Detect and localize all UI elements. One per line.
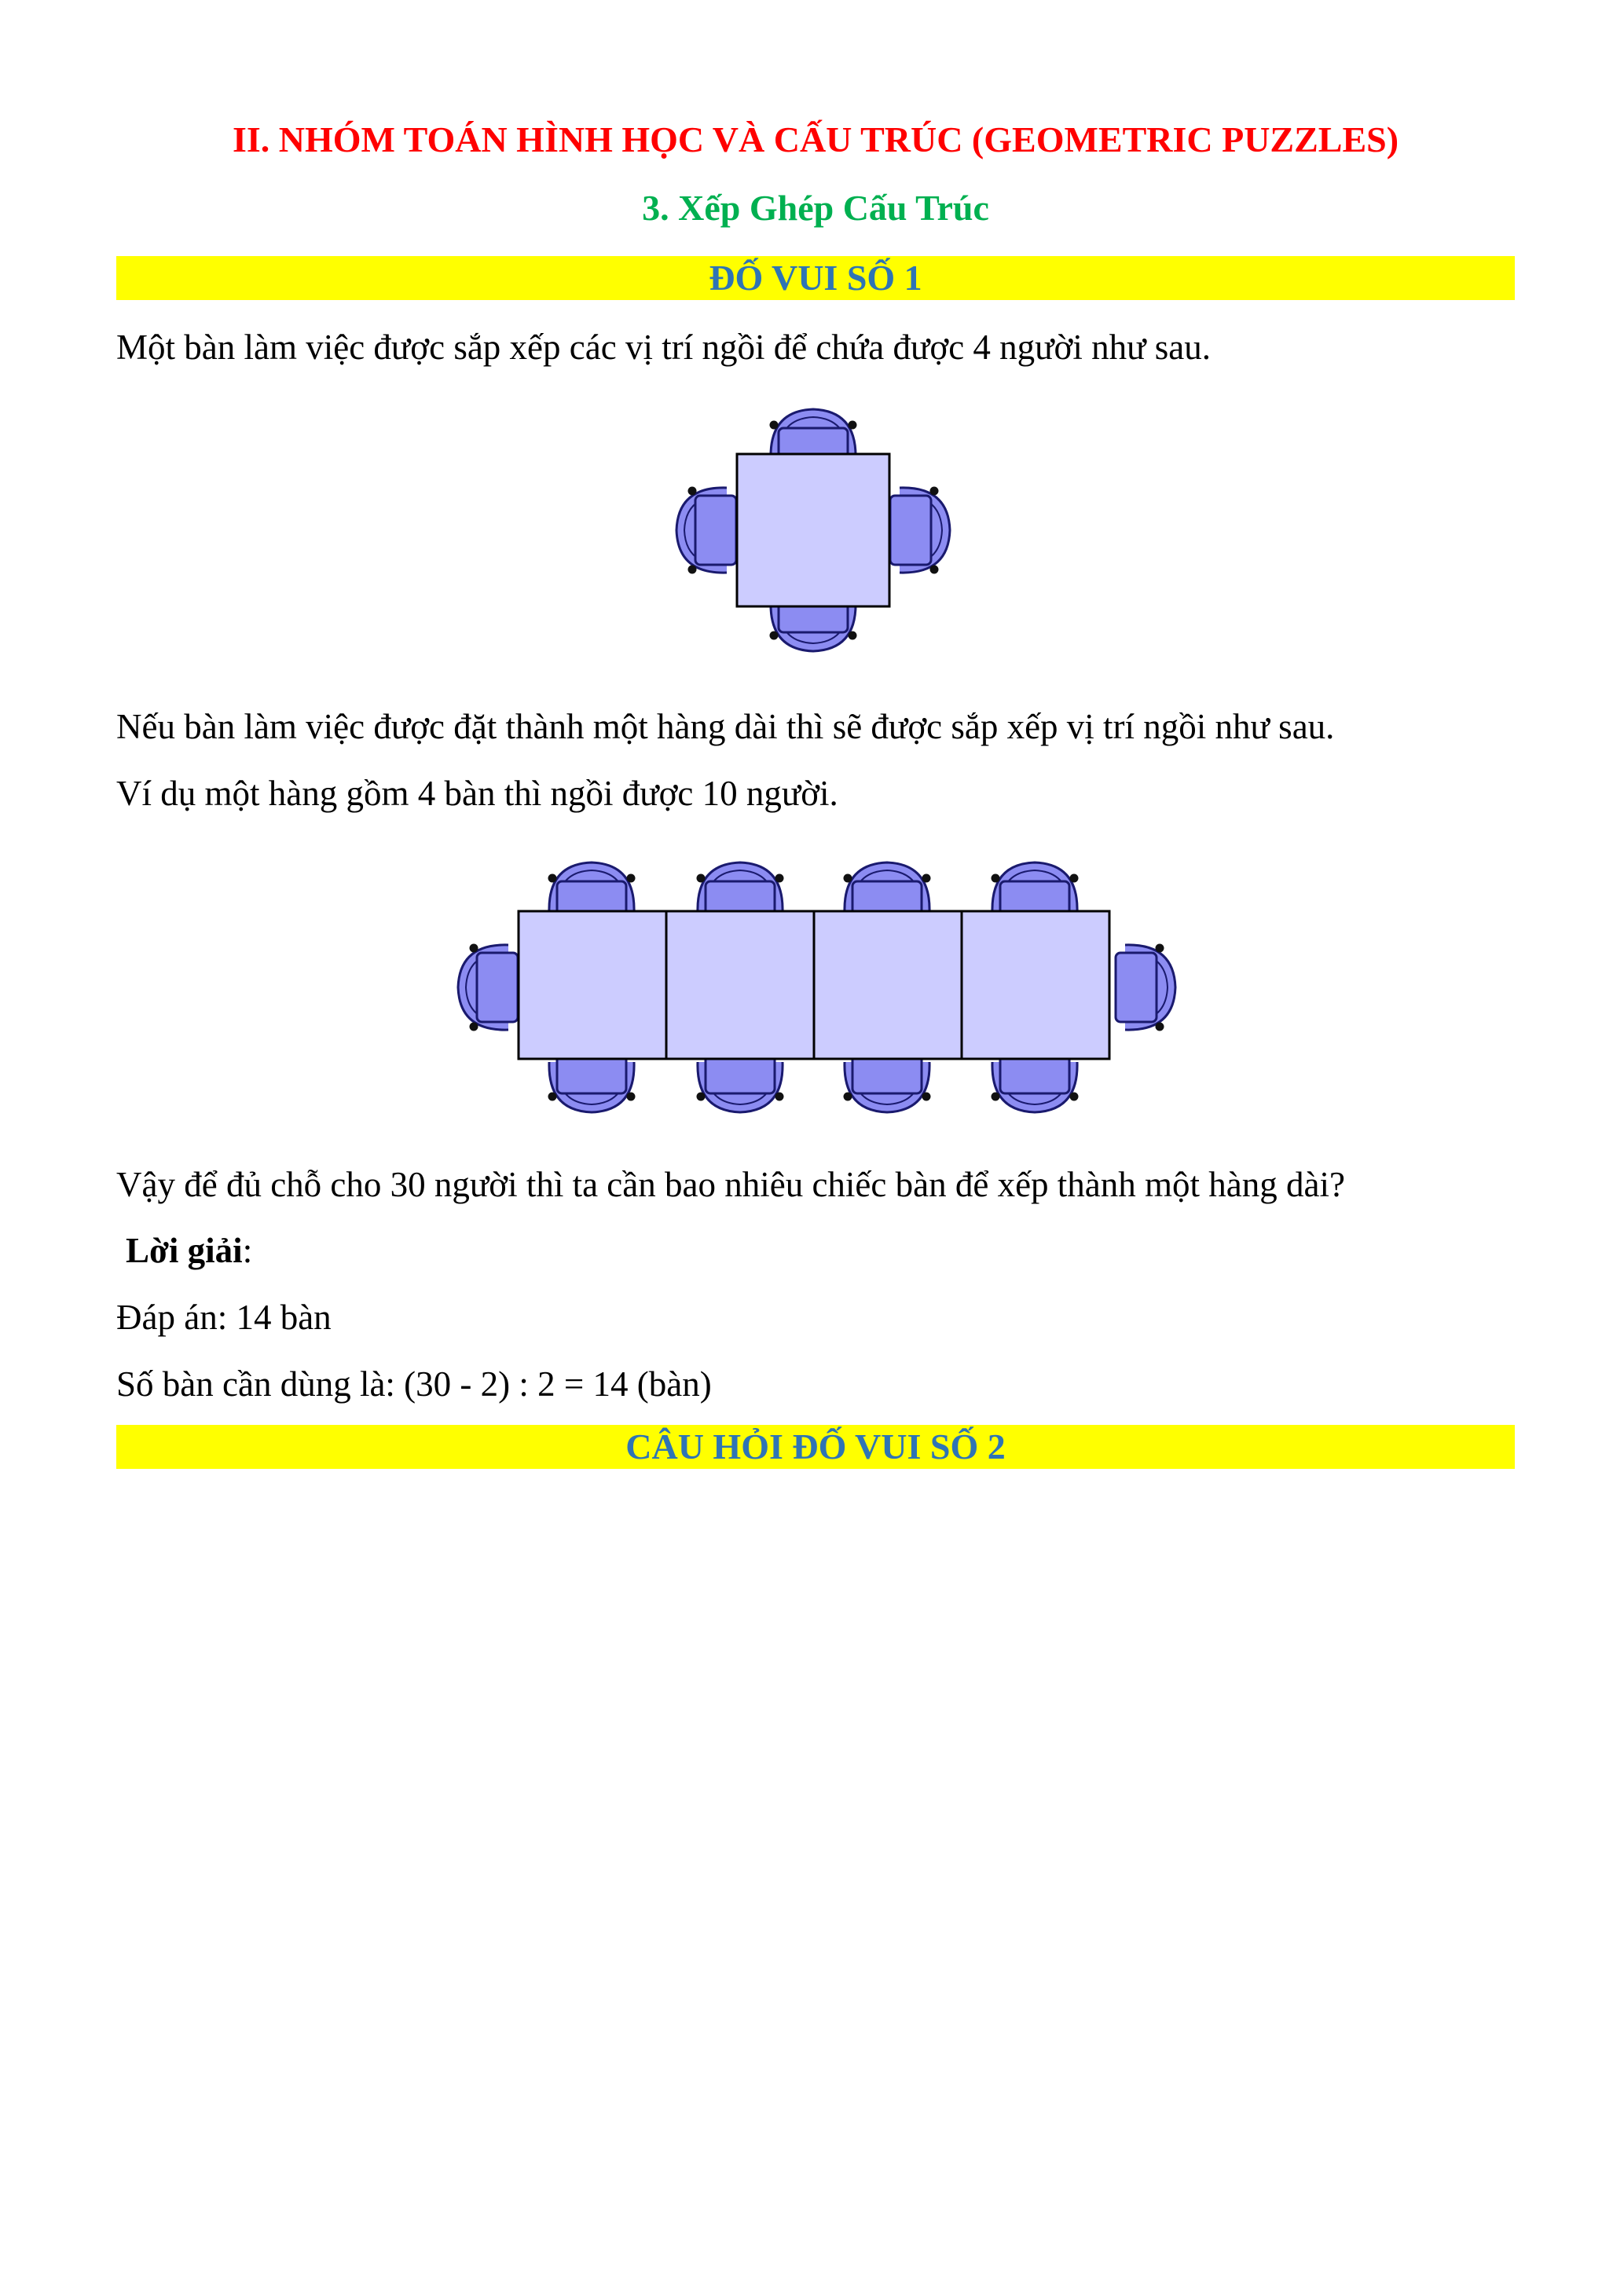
row-chair-left	[458, 944, 518, 1031]
row-table-1	[519, 911, 666, 1059]
chair-right	[890, 487, 950, 574]
solution-colon: :	[242, 1231, 253, 1270]
puzzle-1-row-text-2: Ví dụ một hàng gồm 4 bàn thì ngồi được 10 người.	[116, 774, 838, 813]
row-table-3	[814, 911, 962, 1059]
table-square	[737, 454, 889, 606]
section-title: II. NHÓM TOÁN HÌNH HỌC VÀ CẤU TRÚC (GEOMETRIC PUZZLES)	[232, 119, 1399, 159]
row-chair-bottom-4	[992, 1053, 1079, 1112]
puzzle-1-answer: Đáp án: 14 bàn	[116, 1298, 332, 1337]
table-row-diagram	[456, 848, 1179, 1131]
row-table-2	[666, 911, 814, 1059]
row-chair-bottom-1	[548, 1053, 636, 1112]
row-chair-bottom-2	[697, 1053, 784, 1112]
row-table-4	[962, 911, 1109, 1059]
solution-heading	[126, 1227, 1540, 1274]
chair-left	[676, 487, 736, 574]
row-chair-bottom-3	[844, 1053, 931, 1112]
puzzle-1-banner: ĐỐ VUI SỐ 1	[116, 256, 1515, 300]
puzzle-1-explanation: Số bàn cần dùng là: (30 - 2) : 2 = 14 (bàn)	[116, 1364, 712, 1404]
solution-label: Lời giải	[126, 1231, 243, 1270]
puzzle-2-banner: CÂU HỎI ĐỐ VUI SỐ 2	[116, 1425, 1515, 1469]
puzzle-1-row-text-1: Nếu bàn làm việc được đặt thành một hàng dài thì sẽ được sắp xếp vị trí ngồi như sau.	[116, 707, 1335, 746]
puzzle-1-question: Vậy để đủ chỗ cho 30 người thì ta cần bao nhiêu chiếc bàn để xếp thành một hàng dài?	[116, 1165, 1345, 1204]
subsection-title: 3. Xếp Ghép Cấu Trúc	[642, 188, 989, 228]
puzzle-1-intro: Một bàn làm việc được sắp xếp các vị trí ngồi để chứa được 4 người như sau.	[116, 328, 1211, 367]
row-chair-right	[1116, 944, 1175, 1031]
single-table-diagram	[668, 389, 959, 672]
